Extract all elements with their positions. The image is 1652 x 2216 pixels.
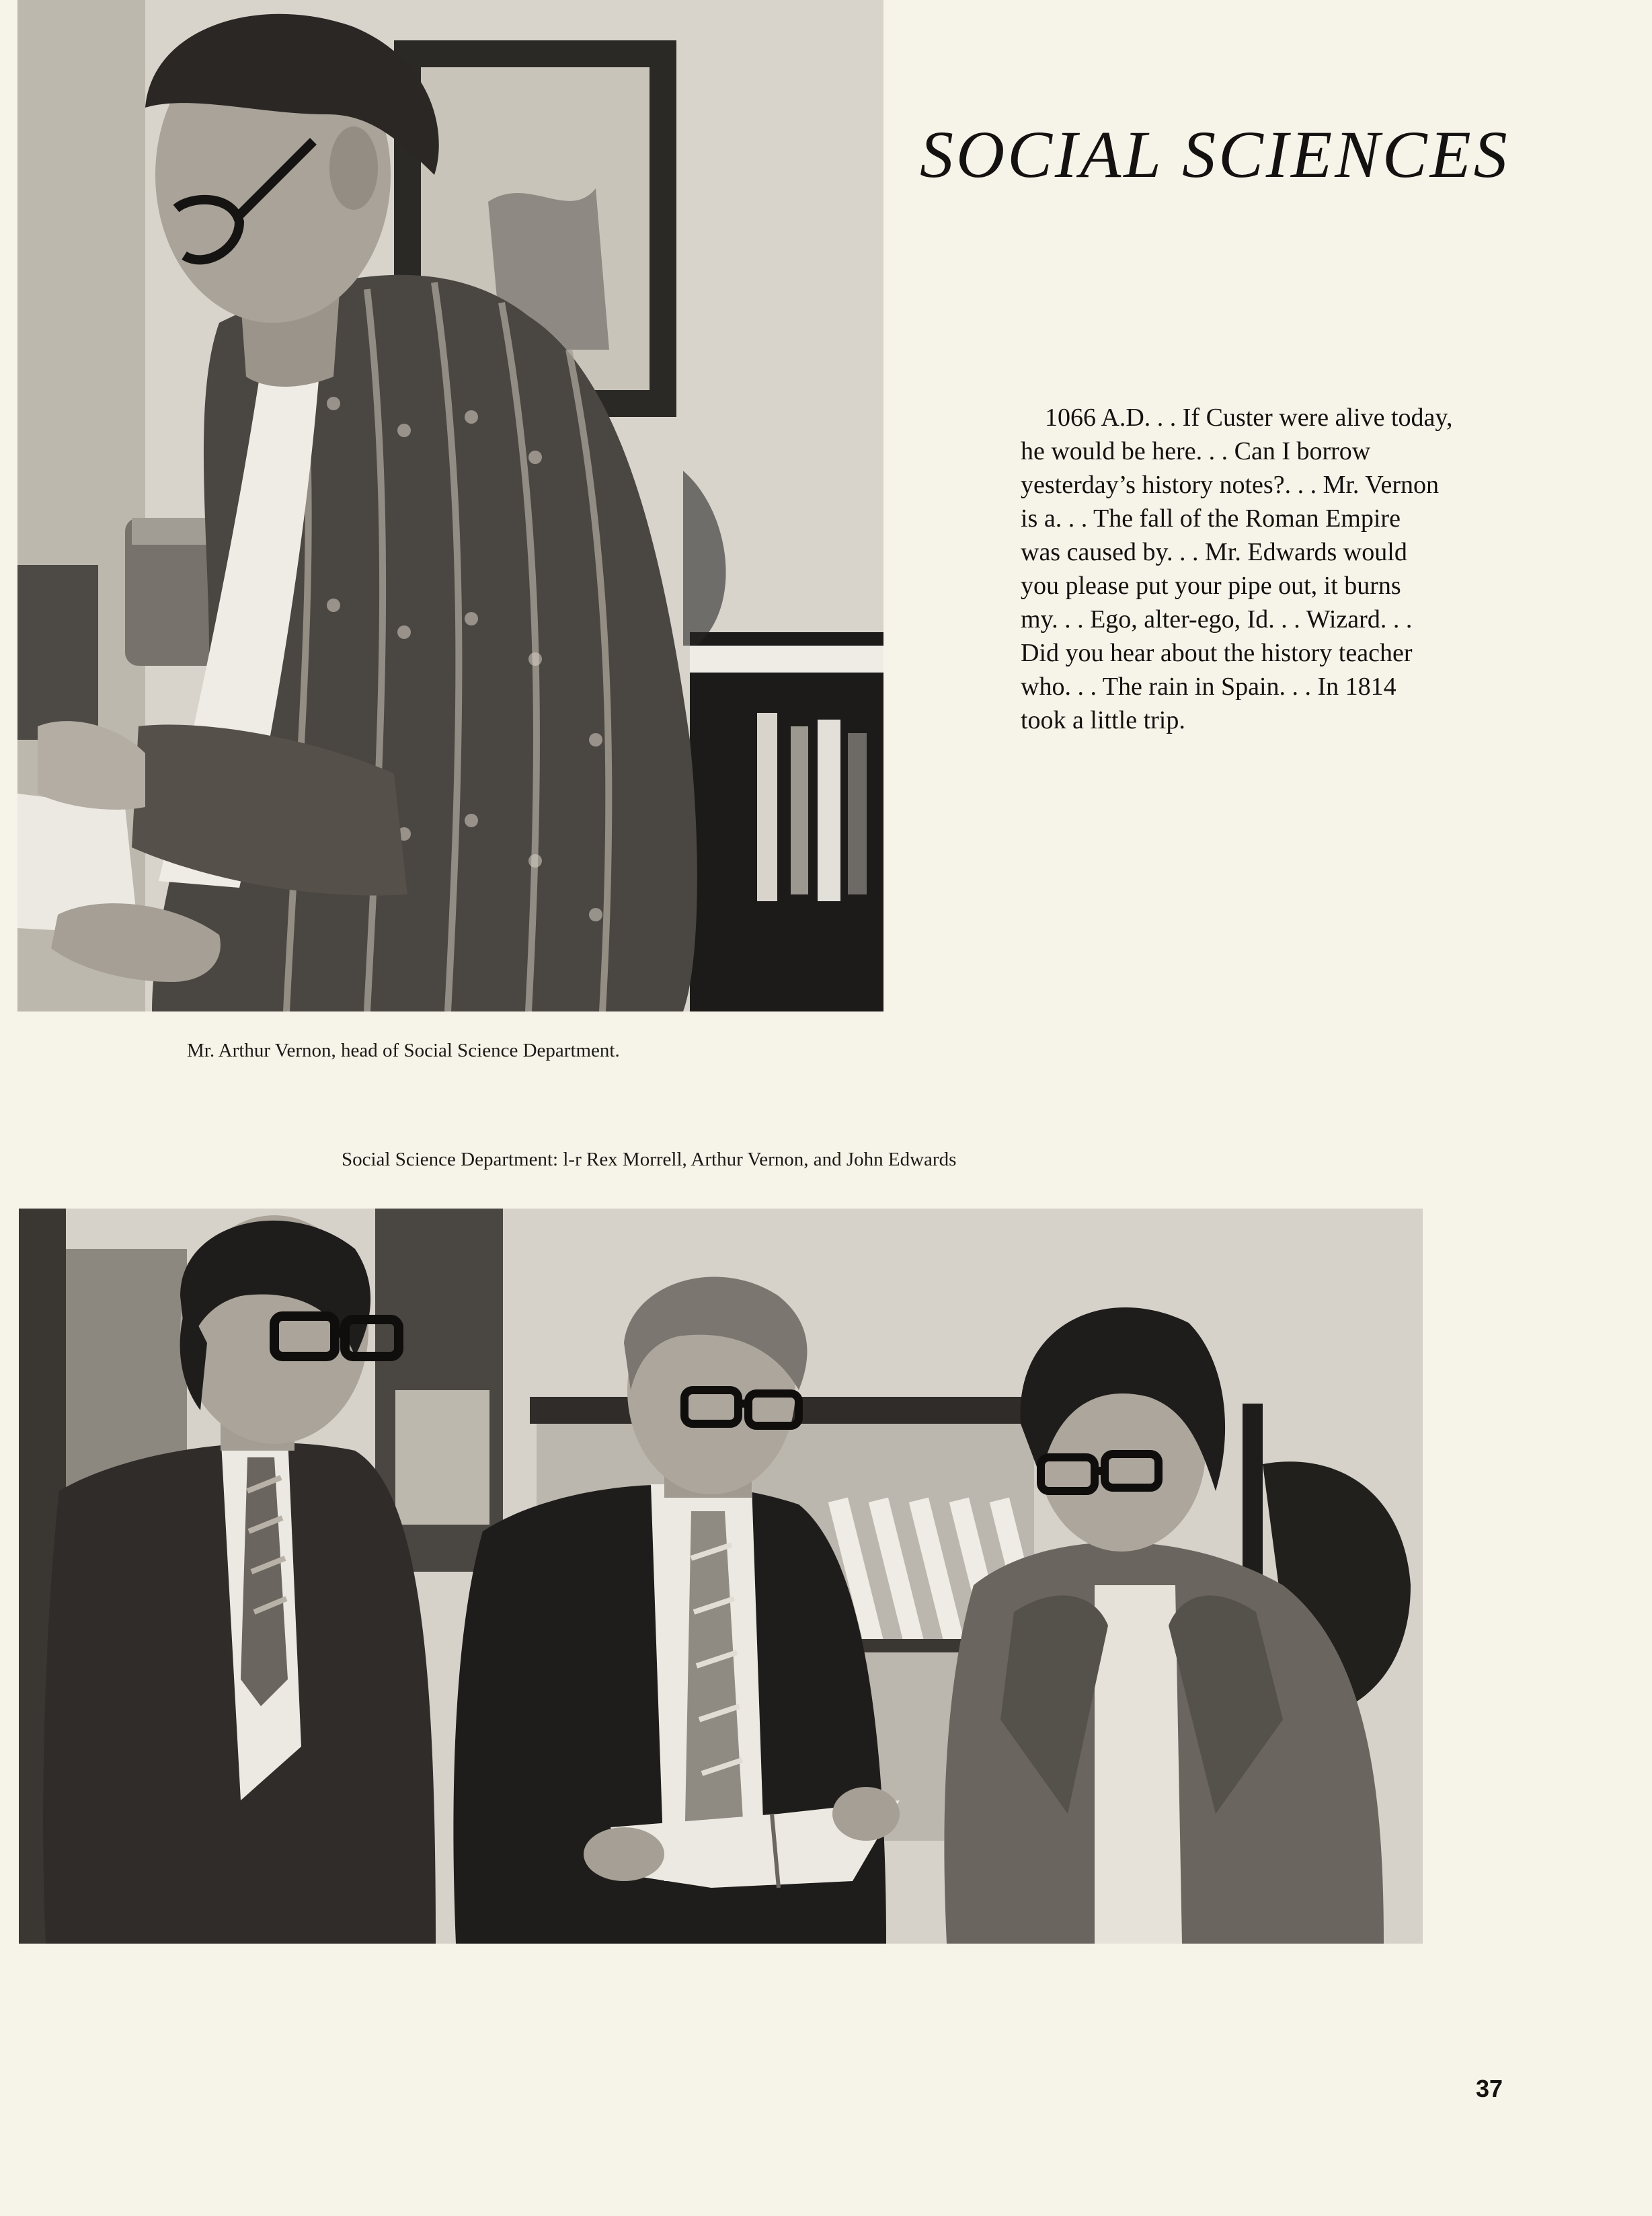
caption-bottom-photo: Social Science Department: l-r Rex Morrell, Arthur Vernon, and John Edwards <box>342 1149 957 1170</box>
intro-line: you please put your pipe out, it burns <box>1021 572 1401 600</box>
page-title: SOCIAL SCIENCES <box>920 117 1510 192</box>
intro-line: was caused by. . . Mr. Edwards would <box>1021 538 1407 566</box>
caption-top-photo: Mr. Arthur Vernon, head of Social Science Department. <box>187 1040 620 1061</box>
page-number: 37 <box>1476 2075 1503 2102</box>
photo-arthur-vernon-illustration <box>17 0 883 1011</box>
intro-line: yesterday’s history notes?. . . Mr. Vernon <box>1021 471 1439 499</box>
intro-line: who. . . The rain in Spain. . . In 1814 <box>1021 673 1397 701</box>
intro-line: Did you hear about the history teacher <box>1021 639 1413 667</box>
intro-line: he would be here. . . Can I borrow <box>1021 437 1371 465</box>
photo-arthur-vernon <box>17 0 883 1011</box>
photo-social-science-department-illustration <box>19 1209 1423 1944</box>
intro-line: is a. . . The fall of the Roman Empire <box>1021 504 1401 533</box>
intro-paragraph <box>1021 401 1532 737</box>
photo-social-science-department <box>19 1209 1423 1944</box>
intro-line: 1066 A.D. . . If Custer were alive today, <box>1045 404 1453 432</box>
intro-line: my. . . Ego, alter-ego, Id. . . Wizard. . . <box>1021 605 1413 634</box>
intro-line: took a little trip. <box>1021 706 1185 734</box>
